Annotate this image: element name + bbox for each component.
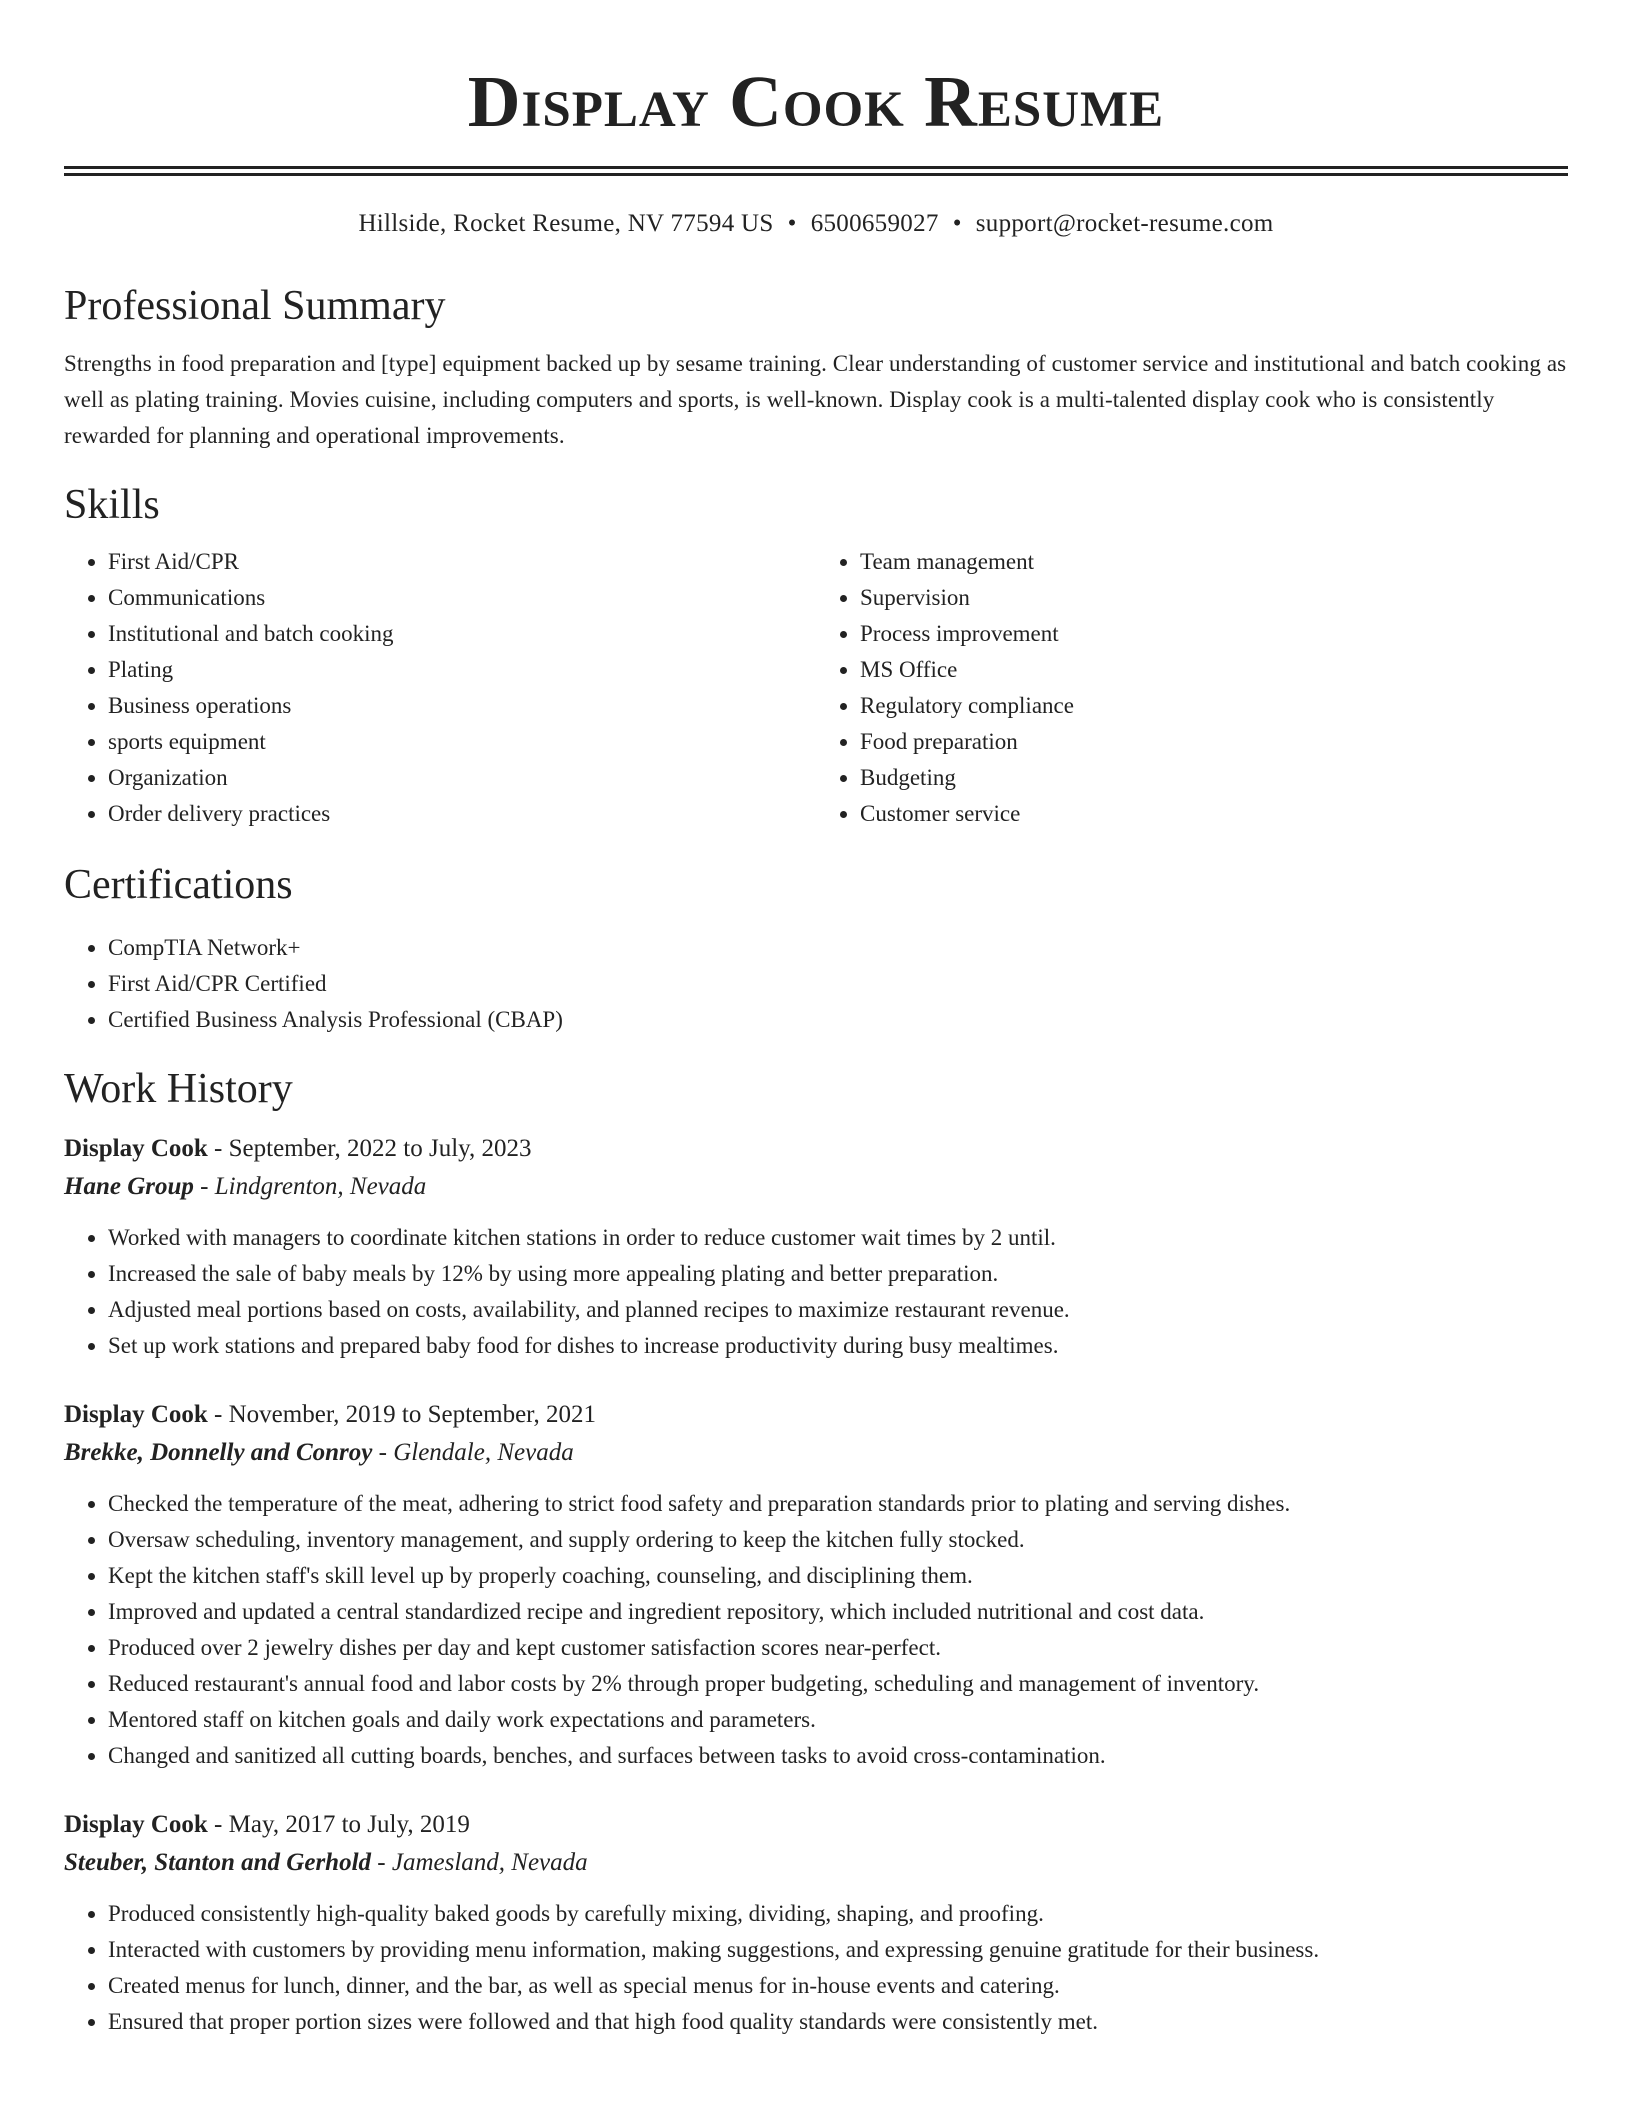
contact-separator: •	[952, 210, 962, 237]
work-history-heading: Work History	[64, 1066, 293, 1112]
job-title: Display Cook	[64, 1811, 208, 1838]
job-dates: September, 2022 to July, 2023	[228, 1135, 532, 1162]
job-entry	[64, 1396, 1568, 1774]
job-company-line: Steuber, Stanton and Gerhold - Jamesland, Nevada	[64, 1849, 588, 1876]
contact-email: support@rocket-resume.com	[975, 210, 1274, 237]
job-company: Brekke, Donnelly and Conroy	[64, 1439, 373, 1466]
certifications-heading: Certifications	[64, 862, 293, 908]
job-company-line: Hane Group - Lindgrenton, Nevada	[64, 1173, 427, 1200]
skill-item: • Customer service	[860, 796, 1568, 832]
skill-item: • Organization	[108, 760, 816, 796]
skills-column-right	[816, 544, 1568, 832]
contact-phone: 6500659027	[810, 210, 939, 237]
job-bullet: • Produced over 2 jewelry dishes per day and kept customer satisfaction scores near-perfect.	[108, 1630, 1568, 1666]
job-bullet: • Worked with managers to coordinate kitchen stations in order to reduce customer wait times by 2 until.	[108, 1220, 1568, 1256]
skill-item: • Plating	[108, 652, 816, 688]
job-bullets	[64, 1220, 1568, 1364]
job-bullet: • Interacted with customers by providing menu information, making suggestions, and expressing genuine gratitude for their business.	[108, 1932, 1568, 1968]
skill-item: • Communications	[108, 580, 816, 616]
job-bullet: • Increased the sale of baby meals by 12% by using more appealing plating and better preparation.	[108, 1256, 1568, 1292]
job-bullet: • Adjusted meal portions based on costs, availability, and planned recipes to maximize restaurant revenue.	[108, 1292, 1568, 1328]
title-divider-top	[64, 166, 1568, 169]
job-title-line: Display Cook - September, 2022 to July, 2023	[64, 1135, 532, 1162]
skill-item: • Budgeting	[860, 760, 1568, 796]
skill-item: • Process improvement	[860, 616, 1568, 652]
job-company: Hane Group	[64, 1173, 194, 1200]
job-bullet: • Improved and updated a central standardized recipe and ingredient repository, which included nutritional and cost data.	[108, 1594, 1568, 1630]
job-bullet: • Oversaw scheduling, inventory management, and supply ordering to keep the kitchen fully stocked.	[108, 1522, 1568, 1558]
certification-item: • First Aid/CPR Certified	[108, 966, 1568, 1002]
summary-text: Strengths in food preparation and [type] equipment backed up by sesame training. Clear understanding of customer service and institutional and batch cooking as well as plating training. Movies cuisine, including computers and sports, is well-known. Display cook is a multi-talented display cook who is consistently rewarded for planning and operational improvements.	[64, 351, 1567, 448]
certification-item: • CompTIA Network+	[108, 930, 1568, 966]
resume-title: Display Cook Resume	[467, 61, 1165, 142]
summary-heading: Professional Summary	[64, 283, 446, 329]
job-entry	[64, 1806, 1568, 2040]
job-dates: May, 2017 to July, 2019	[228, 1811, 470, 1838]
job-dates: November, 2019 to September, 2021	[228, 1401, 596, 1428]
certification-item: • Certified Business Analysis Professional (CBAP)	[108, 1002, 1568, 1038]
skill-item: • Supervision	[860, 580, 1568, 616]
skill-item: • sports equipment	[108, 724, 816, 760]
skill-item: • Business operations	[108, 688, 816, 724]
skill-item: • Order delivery practices	[108, 796, 816, 832]
skills-column-left	[64, 544, 816, 832]
job-bullet: • Checked the temperature of the meat, adhering to strict food safety and preparation standards prior to plating and serving dishes.	[108, 1486, 1568, 1522]
job-bullet: • Produced consistently high-quality baked goods by carefully mixing, dividing, shaping, and proofing.	[108, 1896, 1568, 1932]
job-title: Display Cook	[64, 1401, 208, 1428]
job-title-line: Display Cook - May, 2017 to July, 2019	[64, 1811, 470, 1838]
skill-item: • Team management	[860, 544, 1568, 580]
job-location: Glendale, Nevada	[393, 1439, 574, 1466]
job-company: Steuber, Stanton and Gerhold	[64, 1849, 372, 1876]
job-company-line: Brekke, Donnelly and Conroy - Glendale, Nevada	[64, 1439, 574, 1466]
skill-item: • Institutional and batch cooking	[108, 616, 816, 652]
job-bullet: • Changed and sanitized all cutting boards, benches, and surfaces between tasks to avoid cross-contamination.	[108, 1738, 1568, 1774]
skill-item: • MS Office	[860, 652, 1568, 688]
skills-list	[64, 544, 1568, 832]
certifications-list	[64, 930, 1568, 1038]
title-divider-bottom	[64, 173, 1568, 176]
job-bullet: • Kept the kitchen staff's skill level up by properly coaching, counseling, and disciplining them.	[108, 1558, 1568, 1594]
job-location: Lindgrenton, Nevada	[214, 1173, 427, 1200]
job-title: Display Cook	[64, 1135, 208, 1162]
skills-heading: Skills	[64, 482, 160, 528]
skill-item: • Food preparation	[860, 724, 1568, 760]
contact-separator: •	[787, 210, 797, 237]
job-bullet: • Created menus for lunch, dinner, and the bar, as well as special menus for in-house events and catering.	[108, 1968, 1568, 2004]
job-location: Jamesland, Nevada	[391, 1849, 588, 1876]
job-bullets	[64, 1896, 1568, 2040]
skill-item: • First Aid/CPR	[108, 544, 816, 580]
skill-item: • Regulatory compliance	[860, 688, 1568, 724]
contact-address: Hillside, Rocket Resume, NV 77594 US	[358, 210, 774, 237]
contact-line	[64, 209, 1568, 239]
job-bullet: • Ensured that proper portion sizes were followed and that high food quality standards were consistently met.	[108, 2004, 1568, 2040]
job-entry	[64, 1130, 1568, 1364]
job-bullets	[64, 1486, 1568, 1774]
job-bullet: • Set up work stations and prepared baby food for dishes to increase productivity during busy mealtimes.	[108, 1328, 1568, 1364]
job-bullet: • Mentored staff on kitchen goals and daily work expectations and parameters.	[108, 1702, 1568, 1738]
job-title-line: Display Cook - November, 2019 to September, 2021	[64, 1401, 596, 1428]
job-bullet: • Reduced restaurant's annual food and labor costs by 2% through proper budgeting, scheduling and management of inventory.	[108, 1666, 1568, 1702]
